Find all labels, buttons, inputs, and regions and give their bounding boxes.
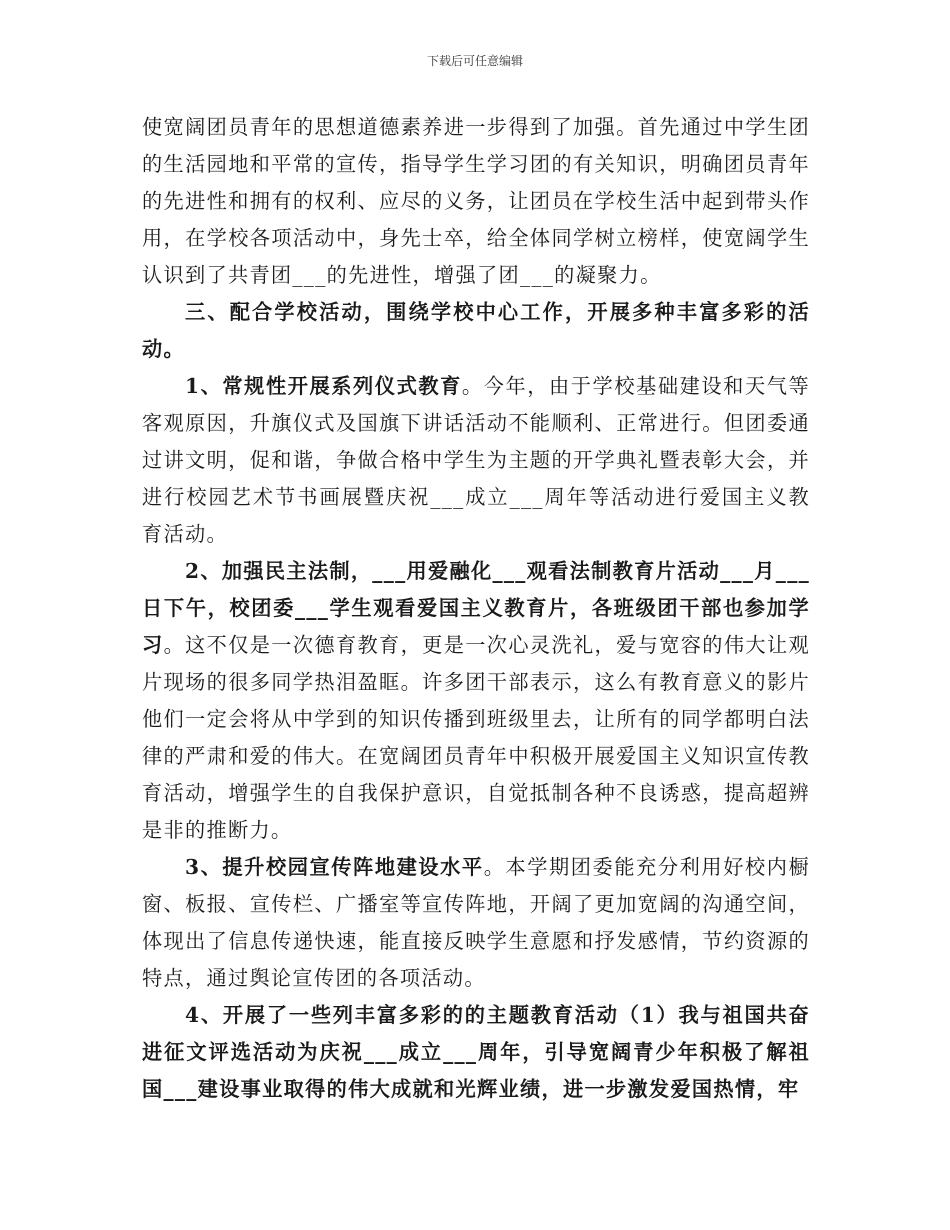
paragraph-text: 。本学期团委能充分利用好校内橱窗、板报、宣传栏、广播室等宣传阵地，开阔了更加宽阔的沟通空间，体现出了信息传递快速，能直接反映学生意愿和抒发感情，节约资源的特点，通过舆论宣传团的各项活动。 bbox=[142, 855, 810, 990]
paragraph-lead: 3、提升校园宣传阵地建设水平 bbox=[185, 855, 484, 879]
document-body bbox=[142, 109, 810, 1108]
paragraph-intro bbox=[142, 109, 810, 294]
paragraph-item-3 bbox=[142, 849, 810, 997]
paragraph-text: 。今年，由于学校基础建设和天气等客观原因，升旗仪式及国旗下讲话活动不能顺利、正常进行。但团委通过讲文明，促和谐，争做合格中学生为主题的开学典礼暨表彰大会，并进行校园艺术节书画展暨庆祝___成立___周年等活动进行爱国主义教育活动。 bbox=[142, 374, 810, 546]
paragraph-text: 。这不仅是一次德育教育，更是一次心灵洗礼，爱与宽容的伟大让观片现场的很多同学热泪盈眶。许多团干部表示，这么有教育意义的影片他们一定会将从中学到的知识传播到班级里去，让所有的同学都明白法律的严肃和爱的伟大。在宽阔团员青年中积极开展爱国主义知识宣传教育活动，增强学生的自我保护意识，自觉抵制各种不良诱惑，提高超辨是非的推断力。 bbox=[142, 633, 810, 842]
section-heading-text: 三、配合学校活动，围绕学校中心工作，开展多种丰富多彩的活动。 bbox=[142, 300, 810, 361]
section-heading-three bbox=[142, 294, 810, 368]
paragraph-lead: 1、常规性开展系列仪式教育 bbox=[185, 374, 462, 398]
download-note: 下载后可任意编辑 bbox=[426, 54, 523, 68]
paragraph-item-2 bbox=[142, 553, 810, 849]
paragraph-item-4 bbox=[142, 997, 810, 1108]
paragraph-lead: 4、开展了一些列丰富多彩的的主题教育活动（1）我与祖国共奋进征文评选活动为庆祝___成立___周年，引导宽阔青少年积极了解祖国___建设事业取得的伟大成就和光辉业绩，进一步激发爱国热情，牢 bbox=[142, 1003, 810, 1101]
paragraph-text: 使宽阔团员青年的思想道德素养进一步得到了加强。首先通过中学生团的生活园地和平常的宣传，指导学生学习团的有关知识，明确团员青年的先进性和拥有的权利、应尽的义务，让团员在学校生活中起到带头作用，在学校各项活动中，身先士卒，给全体同学树立榜样，使宽阔学生认识到了共青团___的先进性，增强了团___的凝聚力。 bbox=[142, 115, 810, 287]
paragraph-item-1 bbox=[142, 368, 810, 553]
paragraph-lead: 2、加强民主法制，___用爱融化___观看法制教育片活动___月___日下午，校团委___学生观看爱国主义教育片，各班级团干部也参加学习 bbox=[142, 559, 810, 657]
